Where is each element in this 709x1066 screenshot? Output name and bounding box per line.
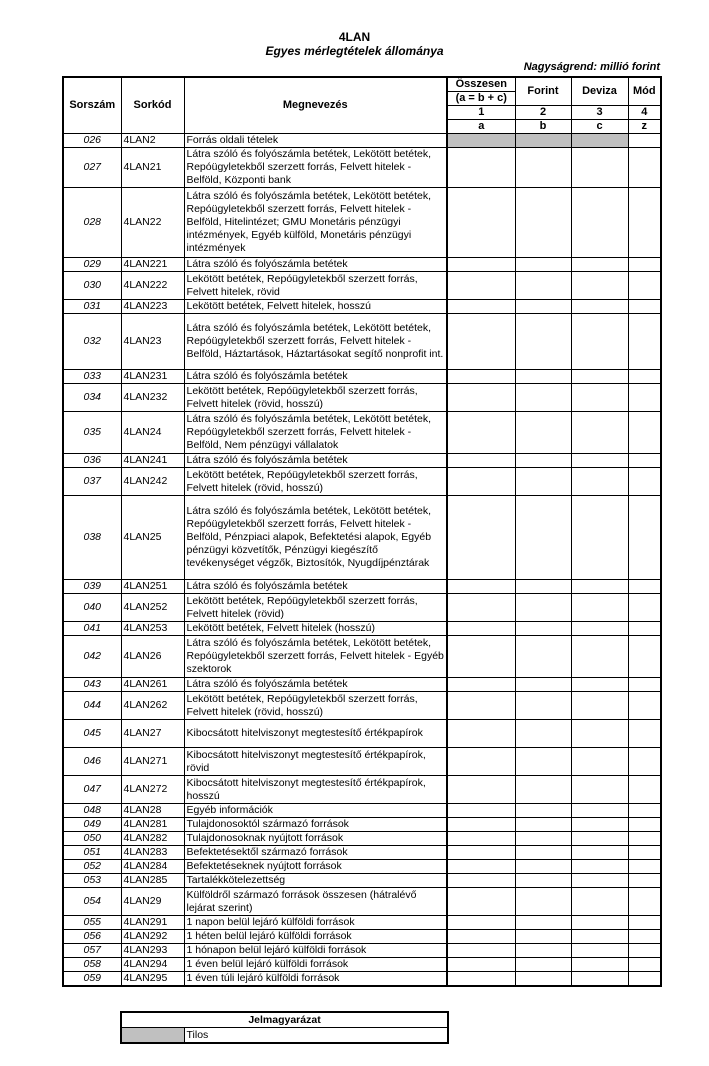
header-deviza: Deviza — [571, 77, 628, 106]
value-forint[interactable] — [515, 692, 571, 720]
row-number: 049 — [63, 818, 121, 832]
row-description: Látra szóló és folyószámla betétek — [184, 454, 447, 468]
value-deviza[interactable] — [571, 958, 628, 972]
row-number: 056 — [63, 930, 121, 944]
row-description: 1 hónapon belül lejáró külföldi források — [184, 944, 447, 958]
value-forint[interactable] — [515, 846, 571, 860]
row-description: Látra szóló és folyószámla betétek, Lekötött betétek, Repóügyletekből szerzett forrás, Felvett hitelek - Belföld, Hitelintézet; GMU Monetáris pénzügyi intézmények, Egyéb külföld, Monetáris pénzügyi intézmények — [184, 188, 447, 258]
row-number: 033 — [63, 370, 121, 384]
row-code: 4LAN22 — [121, 188, 184, 258]
value-deviza[interactable] — [571, 832, 628, 846]
row-code: 4LAN231 — [121, 370, 184, 384]
value-forint[interactable] — [515, 860, 571, 874]
value-mod[interactable] — [628, 818, 661, 832]
table-row — [63, 412, 661, 454]
value-mod[interactable] — [628, 916, 661, 930]
row-number: 052 — [63, 860, 121, 874]
value-osszesen[interactable] — [447, 720, 515, 748]
value-osszesen[interactable] — [447, 748, 515, 776]
value-forint[interactable] — [515, 678, 571, 692]
row-number: 036 — [63, 454, 121, 468]
value-forint[interactable] — [515, 314, 571, 370]
value-deviza[interactable] — [571, 944, 628, 958]
value-mod[interactable] — [628, 720, 661, 748]
value-osszesen[interactable] — [447, 776, 515, 804]
table-body — [63, 134, 661, 987]
value-osszesen[interactable] — [447, 692, 515, 720]
row-description: Forrás oldali tételek — [184, 134, 447, 148]
row-number: 046 — [63, 748, 121, 776]
value-deviza[interactable] — [571, 454, 628, 468]
value-deviza[interactable] — [571, 804, 628, 818]
row-code: 4LAN25 — [121, 496, 184, 580]
value-osszesen[interactable] — [447, 972, 515, 987]
table-row — [63, 692, 661, 720]
table-row — [63, 888, 661, 916]
value-forint[interactable] — [515, 384, 571, 412]
value-osszesen[interactable] — [447, 300, 515, 314]
header-sorkod: Sorkód — [121, 77, 184, 134]
row-number: 055 — [63, 916, 121, 930]
value-forint[interactable] — [515, 916, 571, 930]
value-mod[interactable] — [628, 314, 661, 370]
row-description: Lekötött betétek, Repóügyletekből szerzett forrás, Felvett hitelek, rövid — [184, 272, 447, 300]
row-description: Látra szóló és folyószámla betétek — [184, 678, 447, 692]
row-code: 4LAN272 — [121, 776, 184, 804]
row-number: 035 — [63, 412, 121, 454]
row-number: 044 — [63, 692, 121, 720]
row-description: Egyéb információk — [184, 804, 447, 818]
row-number: 043 — [63, 678, 121, 692]
value-forint[interactable] — [515, 258, 571, 272]
row-code: 4LAN222 — [121, 272, 184, 300]
value-forint[interactable] — [515, 958, 571, 972]
row-number: 031 — [63, 300, 121, 314]
header-mod: Mód — [628, 77, 661, 106]
value-mod[interactable] — [628, 678, 661, 692]
value-mod[interactable] — [628, 944, 661, 958]
value-forint[interactable] — [515, 622, 571, 636]
row-description: Befektetéseknek nyújtott források — [184, 860, 447, 874]
value-deviza[interactable] — [571, 384, 628, 412]
value-osszesen[interactable] — [447, 678, 515, 692]
row-code: 4LAN281 — [121, 818, 184, 832]
row-number: 030 — [63, 272, 121, 300]
value-deviza[interactable] — [571, 622, 628, 636]
value-mod[interactable] — [628, 468, 661, 496]
table-row — [63, 636, 661, 678]
row-description: Tulajdonosoknak nyújtott források — [184, 832, 447, 846]
value-osszesen[interactable] — [447, 622, 515, 636]
value-deviza[interactable] — [571, 468, 628, 496]
value-forint[interactable] — [515, 300, 571, 314]
row-description: Tulajdonosoktól származó források — [184, 818, 447, 832]
value-forint[interactable] — [515, 134, 571, 148]
value-deviza[interactable] — [571, 720, 628, 748]
row-number: 029 — [63, 258, 121, 272]
value-forint[interactable] — [515, 944, 571, 958]
row-code: 4LAN294 — [121, 958, 184, 972]
value-osszesen[interactable] — [447, 958, 515, 972]
value-mod[interactable] — [628, 454, 661, 468]
table-row — [63, 776, 661, 804]
row-code: 4LAN283 — [121, 846, 184, 860]
row-description: Látra szóló és folyószámla betétek, Lekötött betétek, Repóügyletekből szerzett forrás, Felvett hitelek - Belföld, Háztartások, Háztartásokat segítő nonprofit int. — [184, 314, 447, 370]
value-osszesen[interactable] — [447, 860, 515, 874]
table-row — [63, 720, 661, 748]
value-osszesen[interactable] — [447, 134, 515, 148]
row-description: Tartalékkötelezettség — [184, 874, 447, 888]
value-deviza[interactable] — [571, 972, 628, 987]
legend-table — [120, 1011, 449, 1044]
row-description: Látra szóló és folyószámla betétek, Lekötött betétek, Repóügyletekből szerzett forrás, Felvett hitelek - Belföld, Központi bank — [184, 148, 447, 188]
value-deviza[interactable] — [571, 272, 628, 300]
row-code: 4LAN223 — [121, 300, 184, 314]
value-osszesen[interactable] — [447, 258, 515, 272]
value-deviza[interactable] — [571, 188, 628, 258]
value-forint[interactable] — [515, 804, 571, 818]
value-forint[interactable] — [515, 468, 571, 496]
row-number: 032 — [63, 314, 121, 370]
value-forint[interactable] — [515, 370, 571, 384]
row-description: Látra szóló és folyószámla betétek, Lekötött betétek, Repóügyletekből szerzett forrás, Felvett hitelek - Egyéb szektorok — [184, 636, 447, 678]
row-number: 042 — [63, 636, 121, 678]
row-number: 057 — [63, 944, 121, 958]
value-forint[interactable] — [515, 832, 571, 846]
row-number: 059 — [63, 972, 121, 987]
row-description: Befektetésektől származó források — [184, 846, 447, 860]
table-row — [63, 468, 661, 496]
row-description: Lekötött betétek, Felvett hitelek (hosszú) — [184, 622, 447, 636]
value-osszesen[interactable] — [447, 832, 515, 846]
value-mod[interactable] — [628, 958, 661, 972]
table-row — [63, 384, 661, 412]
value-mod[interactable] — [628, 776, 661, 804]
row-description: Lekötött betétek, Repóügyletekből szerzett forrás, Felvett hitelek (rövid, hosszú) — [184, 468, 447, 496]
row-code: 4LAN282 — [121, 832, 184, 846]
value-forint[interactable] — [515, 720, 571, 748]
header-osszesen-formula: (a = b + c) — [447, 92, 515, 106]
row-code: 4LAN284 — [121, 860, 184, 874]
row-number: 026 — [63, 134, 121, 148]
form-code-title: 4LAN — [338, 30, 371, 44]
value-forint[interactable] — [515, 888, 571, 916]
row-number: 037 — [63, 468, 121, 496]
row-code: 4LAN28 — [121, 804, 184, 818]
value-deviza[interactable] — [571, 874, 628, 888]
row-number: 040 — [63, 594, 121, 622]
value-deviza[interactable] — [571, 300, 628, 314]
value-mod[interactable] — [628, 972, 661, 987]
row-code: 4LAN271 — [121, 748, 184, 776]
row-description: Látra szóló és folyószámla betétek, Lekötött betétek, Repóügyletekből szerzett forrás, Felvett hitelek - Belföld, Nem pénzügyi vállalatok — [184, 412, 447, 454]
value-osszesen[interactable] — [447, 846, 515, 860]
row-number: 034 — [63, 384, 121, 412]
value-mod[interactable] — [628, 622, 661, 636]
value-deviza[interactable] — [571, 594, 628, 622]
value-osszesen[interactable] — [447, 874, 515, 888]
row-code: 4LAN27 — [121, 720, 184, 748]
row-code: 4LAN261 — [121, 678, 184, 692]
table-row — [63, 846, 661, 860]
value-forint[interactable] — [515, 594, 571, 622]
row-number: 045 — [63, 720, 121, 748]
row-description: Lekötött betétek, Repóügyletekből szerzett forrás, Felvett hitelek (rövid, hosszú) — [184, 384, 447, 412]
row-description: 1 éven túli lejáró külföldi források — [184, 972, 447, 987]
row-description: Kibocsátott hitelviszonyt megtestesítő értékpapírok, hosszú — [184, 776, 447, 804]
value-osszesen[interactable] — [447, 272, 515, 300]
value-deviza[interactable] — [571, 888, 628, 916]
row-number: 050 — [63, 832, 121, 846]
value-deviza[interactable] — [571, 496, 628, 580]
row-code: 4LAN285 — [121, 874, 184, 888]
row-code: 4LAN293 — [121, 944, 184, 958]
value-osszesen[interactable] — [447, 148, 515, 188]
table-row — [63, 188, 661, 258]
row-number: 038 — [63, 496, 121, 580]
row-code: 4LAN2 — [121, 134, 184, 148]
value-deviza[interactable] — [571, 930, 628, 944]
table-row — [63, 678, 661, 692]
value-deviza[interactable] — [571, 860, 628, 874]
value-deviza[interactable] — [571, 846, 628, 860]
value-forint[interactable] — [515, 272, 571, 300]
value-forint[interactable] — [515, 874, 571, 888]
legend-title: Jelmagyarázat — [121, 1012, 448, 1028]
table-row — [63, 748, 661, 776]
row-code: 4LAN23 — [121, 314, 184, 370]
header-letter-c: c — [571, 120, 628, 134]
value-deviza[interactable] — [571, 580, 628, 594]
table-row — [63, 148, 661, 188]
value-osszesen[interactable] — [447, 804, 515, 818]
value-forint[interactable] — [515, 818, 571, 832]
value-osszesen[interactable] — [447, 370, 515, 384]
value-forint[interactable] — [515, 496, 571, 580]
value-mod[interactable] — [628, 134, 661, 148]
row-code: 4LAN252 — [121, 594, 184, 622]
row-description: Lekötött betétek, Repóügyletekből szerzett forrás, Felvett hitelek (rövid, hosszú) — [184, 692, 447, 720]
header-letter-a: a — [447, 120, 515, 134]
value-mod[interactable] — [628, 748, 661, 776]
row-number: 047 — [63, 776, 121, 804]
value-forint[interactable] — [515, 748, 571, 776]
row-description: Lekötött betétek, Repóügyletekből szerzett forrás, Felvett hitelek (rövid) — [184, 594, 447, 622]
value-deviza[interactable] — [571, 258, 628, 272]
header-num-2: 2 — [515, 106, 571, 120]
value-forint[interactable] — [515, 412, 571, 454]
value-mod[interactable] — [628, 300, 661, 314]
table-row — [63, 874, 661, 888]
row-description: 1 napon belül lejáró külföldi források — [184, 916, 447, 930]
value-forint[interactable] — [515, 148, 571, 188]
value-osszesen[interactable] — [447, 412, 515, 454]
value-deviza[interactable] — [571, 748, 628, 776]
value-osszesen[interactable] — [447, 944, 515, 958]
row-code: 4LAN24 — [121, 412, 184, 454]
row-code: 4LAN291 — [121, 916, 184, 930]
row-number: 054 — [63, 888, 121, 916]
value-mod[interactable] — [628, 832, 661, 846]
table-row — [63, 832, 661, 846]
value-mod[interactable] — [628, 860, 661, 874]
row-number: 053 — [63, 874, 121, 888]
row-description: Látra szóló és folyószámla betétek — [184, 580, 447, 594]
row-code: 4LAN29 — [121, 888, 184, 916]
row-code: 4LAN292 — [121, 930, 184, 944]
value-osszesen[interactable] — [447, 384, 515, 412]
value-forint[interactable] — [515, 188, 571, 258]
value-mod[interactable] — [628, 258, 661, 272]
table-row — [63, 860, 661, 874]
balance-table — [62, 76, 662, 987]
table-row — [63, 944, 661, 958]
value-mod[interactable] — [628, 804, 661, 818]
value-mod[interactable] — [628, 874, 661, 888]
value-deviza[interactable] — [571, 314, 628, 370]
table-row — [63, 370, 661, 384]
value-deviza[interactable] — [571, 776, 628, 804]
value-deviza[interactable] — [571, 370, 628, 384]
value-osszesen[interactable] — [447, 468, 515, 496]
row-number: 041 — [63, 622, 121, 636]
header-megnevezes: Megnevezés — [184, 77, 447, 134]
table-row — [63, 580, 661, 594]
value-deviza[interactable] — [571, 818, 628, 832]
value-mod[interactable] — [628, 846, 661, 860]
value-mod[interactable] — [628, 636, 661, 678]
value-deviza[interactable] — [571, 678, 628, 692]
value-osszesen[interactable] — [447, 930, 515, 944]
table-row — [63, 930, 661, 944]
legend-swatch — [121, 1028, 184, 1044]
value-forint[interactable] — [515, 776, 571, 804]
value-mod[interactable] — [628, 930, 661, 944]
row-number: 051 — [63, 846, 121, 860]
value-forint[interactable] — [515, 580, 571, 594]
value-deviza[interactable] — [571, 916, 628, 930]
value-osszesen[interactable] — [447, 580, 515, 594]
table-row — [63, 272, 661, 300]
value-mod[interactable] — [628, 594, 661, 622]
row-description: 1 héten belül lejáró külföldi források — [184, 930, 447, 944]
value-osszesen[interactable] — [447, 636, 515, 678]
header-letter-b: b — [515, 120, 571, 134]
row-number: 058 — [63, 958, 121, 972]
header-num-4: 4 — [628, 106, 661, 120]
row-code: 4LAN262 — [121, 692, 184, 720]
value-mod[interactable] — [628, 412, 661, 454]
table-row — [63, 958, 661, 972]
row-description: Látra szóló és folyószámla betétek — [184, 258, 447, 272]
value-osszesen[interactable] — [447, 188, 515, 258]
table-row — [63, 258, 661, 272]
table-row — [63, 454, 661, 468]
row-description: Lekötött betétek, Felvett hitelek, hosszú — [184, 300, 447, 314]
value-osszesen[interactable] — [447, 916, 515, 930]
value-mod[interactable] — [628, 148, 661, 188]
value-forint[interactable] — [515, 454, 571, 468]
table-row — [63, 594, 661, 622]
value-mod[interactable] — [628, 272, 661, 300]
value-forint[interactable] — [515, 930, 571, 944]
row-number: 048 — [63, 804, 121, 818]
table-row — [63, 300, 661, 314]
header-osszesen: Összesen — [447, 77, 515, 92]
table-row — [63, 804, 661, 818]
row-number: 039 — [63, 580, 121, 594]
value-osszesen[interactable] — [447, 888, 515, 916]
value-deviza[interactable] — [571, 148, 628, 188]
header-sorszam: Sorszám — [63, 77, 121, 134]
value-forint[interactable] — [515, 636, 571, 678]
row-description: Kibocsátott hitelviszonyt megtestesítő értékpapírok — [184, 720, 447, 748]
row-description: Látra szóló és folyószámla betétek, Lekötött betétek, Repóügyletekből szerzett forrás, Felvett hitelek - Belföld, Pénzpiaci alapok, Befektetési alapok, Egyéb pénzügyi közvetítők, Pénzügyi kiegészítő tevékenységet végzők, Biztosítók, Nyugdíjpénztárak — [184, 496, 447, 580]
row-description: Kibocsátott hitelviszonyt megtestesítő értékpapírok, rövid — [184, 748, 447, 776]
row-description: 1 éven belül lejáró külföldi források — [184, 958, 447, 972]
header-num-3: 3 — [571, 106, 628, 120]
value-mod[interactable] — [628, 384, 661, 412]
table-row — [63, 134, 661, 148]
row-code: 4LAN253 — [121, 622, 184, 636]
value-osszesen[interactable] — [447, 454, 515, 468]
form-subtitle: Egyes mérlegtételek állománya — [265, 44, 444, 58]
value-deviza[interactable] — [571, 636, 628, 678]
row-code: 4LAN232 — [121, 384, 184, 412]
header-forint: Forint — [515, 77, 571, 106]
table-row — [63, 916, 661, 930]
row-number: 028 — [63, 188, 121, 258]
value-mod[interactable] — [628, 888, 661, 916]
row-code: 4LAN295 — [121, 972, 184, 987]
value-mod[interactable] — [628, 496, 661, 580]
value-deviza[interactable] — [571, 134, 628, 148]
row-code: 4LAN241 — [121, 454, 184, 468]
header-num-1: 1 — [447, 106, 515, 120]
row-description: Látra szóló és folyószámla betétek — [184, 370, 447, 384]
unit-note: Nagyságrend: millió forint — [523, 61, 660, 73]
value-osszesen[interactable] — [447, 818, 515, 832]
value-osszesen[interactable] — [447, 314, 515, 370]
value-mod[interactable] — [628, 188, 661, 258]
row-number: 027 — [63, 148, 121, 188]
row-code: 4LAN251 — [121, 580, 184, 594]
value-forint[interactable] — [515, 972, 571, 987]
table-row — [63, 972, 661, 987]
value-deviza[interactable] — [571, 692, 628, 720]
value-mod[interactable] — [628, 692, 661, 720]
value-mod[interactable] — [628, 580, 661, 594]
value-osszesen[interactable] — [447, 496, 515, 580]
row-code: 4LAN21 — [121, 148, 184, 188]
table-row — [63, 622, 661, 636]
value-deviza[interactable] — [571, 412, 628, 454]
row-code: 4LAN221 — [121, 258, 184, 272]
value-mod[interactable] — [628, 370, 661, 384]
value-osszesen[interactable] — [447, 594, 515, 622]
table-row — [63, 496, 661, 580]
row-description: Külföldről származó források összesen (hátralévő lejárat szerint) — [184, 888, 447, 916]
header-letter-z: z — [628, 120, 661, 134]
table-row — [63, 314, 661, 370]
row-code: 4LAN26 — [121, 636, 184, 678]
legend-item-label: Tilos — [184, 1028, 448, 1044]
table-row — [63, 818, 661, 832]
row-code: 4LAN242 — [121, 468, 184, 496]
